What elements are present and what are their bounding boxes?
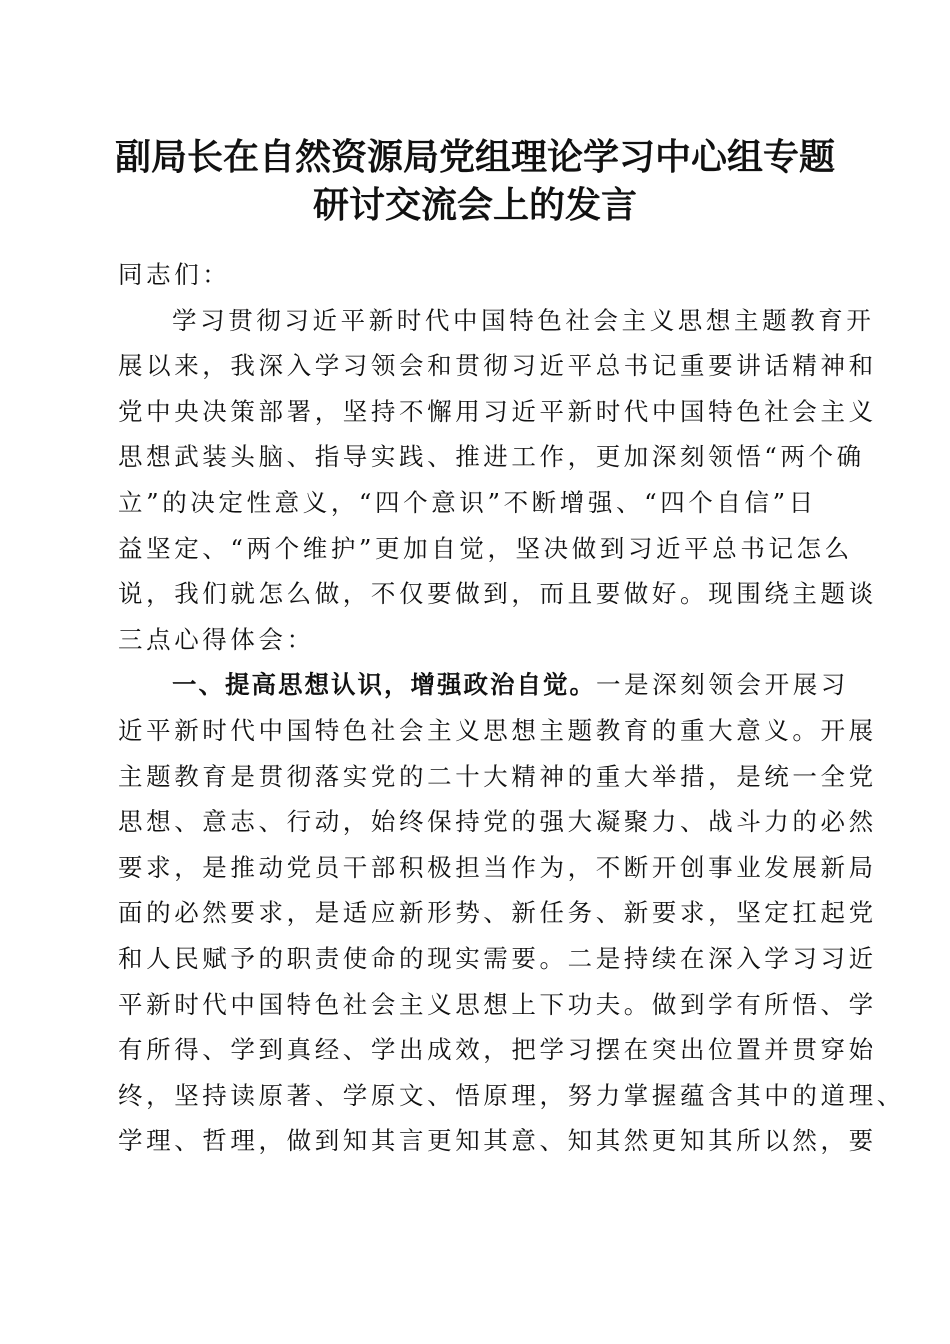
paragraph-line: 展以来，我深入学习领会和贯彻习近平总书记重要讲话精神和 (118, 351, 877, 381)
paragraph-line: 益坚定、“两个维护”更加自觉，坚决做到习近平总书记怎么 (118, 533, 853, 563)
paragraph-line: 学理、哲理，做到知其言更知其意、知其然更知其所以然，要 (118, 1126, 877, 1156)
document-body (118, 252, 905, 1164)
paragraph-line: 三点心得体会： (118, 624, 315, 654)
paragraph-line: 思想、意志、行动，始终保持党的强大凝聚力、战斗力的必然 (118, 807, 877, 837)
section-1-first-line (118, 662, 849, 708)
section-1-first-rest: 一是深刻领会开展习 (596, 670, 849, 700)
salutation: 同志们： (118, 260, 231, 289)
title-line-2: 研讨交流会上的发言 (312, 184, 637, 226)
paragraph-line: 立”的决定性意义，“四个意识”不断增强、“四个自信”日 (118, 487, 817, 517)
paragraph-line: 要求，是推动党员干部积极担当作为，不断开创事业发展新局 (118, 852, 877, 882)
paragraph-line: 和人民赋予的职责使命的现实需要。二是持续在深入学习习近 (118, 943, 877, 973)
paragraph-line: 思想武装头脑、指导实践、推进工作，更加深刻领悟“两个确 (118, 442, 865, 472)
paragraph-line: 终，坚持读原著、学原文、悟原理，努力掌握蕴含其中的道理、 (118, 1080, 905, 1110)
title-line-1: 副局长在自然资源局党组理论学习中心组专题 (114, 136, 835, 178)
section-1-heading: 一、提高思想认识，增强政治自觉。 (172, 670, 596, 700)
paragraph-line: 平新时代中国特色社会主义思想上下功夫。做到学有所悟、学 (118, 989, 877, 1019)
paragraph-line: 面的必然要求，是适应新形势、新任务、新要求，坚定扛起党 (118, 898, 877, 928)
document-title (100, 133, 850, 229)
paragraph-line: 近平新时代中国特色社会主义思想主题教育的重大意义。开展 (118, 715, 877, 745)
paragraph-line: 说，我们就怎么做，不仅要做到，而且要做好。现围绕主题谈 (118, 579, 877, 609)
paragraph-line: 党中央决策部署，坚持不懈用习近平新时代中国特色社会主义 (118, 396, 877, 426)
paragraph-line: 学习贯彻习近平新时代中国特色社会主义思想主题教育开 (172, 305, 875, 335)
paragraph-line: 有所得、学到真经、学出成效，把学习摆在突出位置并贯穿始 (118, 1035, 877, 1065)
paragraph-line: 主题教育是贯彻落实党的二十大精神的重大举措，是统一全党 (118, 761, 877, 791)
